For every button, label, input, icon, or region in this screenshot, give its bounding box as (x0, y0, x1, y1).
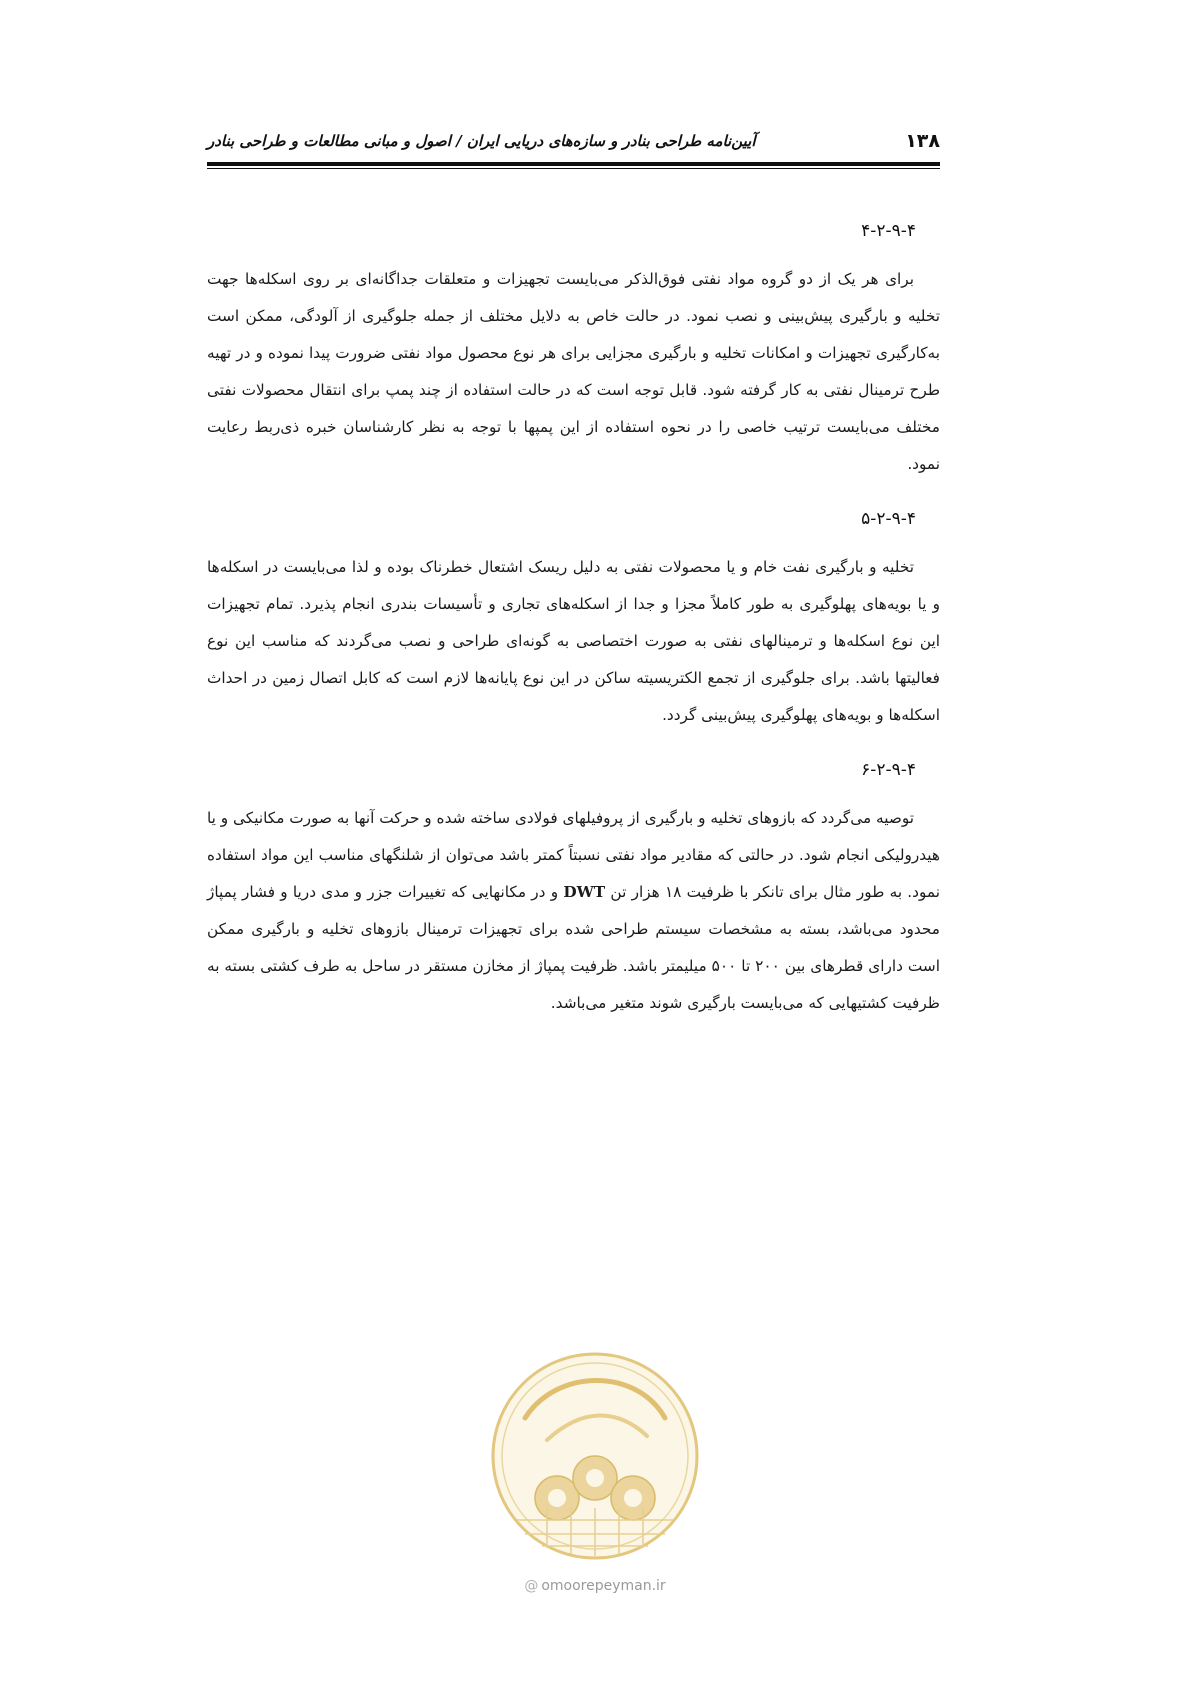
paragraph-text: توصیه می‌گردد که بازوهای تخلیه و بارگیری از پروفیلهای فولادی ساخته شده و حرکت آنها به صورت مکانیکی و یا هیدرولیکی انجام شود. در حالتی که مقادیر مواد نفتی نسبتاً کمتر باشد می‌توان از شلنگهای مناسب این مواد استفاده نمود. به طور مثال برای تانکر با ظرفیت ۱۸ هزار تن (207, 809, 940, 901)
page-header (207, 128, 940, 162)
paragraph: برای هر یک از دو گروه مواد نفتی فوق‌الذکر می‌بایست تجهیزات و متعلقات جداگانه‌ای بر روی اسکله‌ها جهت تخلیه و بارگیری پیش‌بینی و نصب نمود. در حالت خاص به دلایل مختلف از جمله جلوگیری از آلودگی، ممکن است به‌کارگیری تجهیزات و امکانات تخلیه و بارگیری مجزایی برای هر نوع محصول مواد نفتی ضرورت پیدا نموده و در تهیه طرح ترمینال نفتی به کار گرفته شود. قابل توجه است که در حالت استفاده از چند پمپ برای انتقال محصولات نفتی مختلف می‌بایست ترتیب خاصی را در نحوه استفاده از این پمپها با توجه به نظر کارشناسان خبره ذی‌ربط رعایت نمود. (207, 270, 940, 473)
page-number: ۱۳۸ (905, 130, 940, 152)
website-text: omoorepeyman.ir (541, 1578, 666, 1594)
watermark-website (0, 1578, 1190, 1594)
dwt-unit: DWT (563, 883, 606, 901)
watermark-logo (487, 1348, 703, 1564)
body-content (207, 215, 940, 1022)
running-title: آیین‌نامه طراحی بنادر و سازه‌های دریایی ایران / اصول و مبانی مطالعات و طراحی بنادر (207, 132, 756, 150)
paragraph (207, 800, 940, 1022)
paragraph: تخلیه و بارگیری نفت خام و یا محصولات نفتی به دلیل ریسک اشتعال خطرناک بوده و لذا می‌بایست در اسکله‌ها و یا بویه‌های پهلوگیری به طور کاملاً مجزا و جدا از اسکله‌های تجاری و تأسیسات بندری انجام پذیرد. تمام تجهیزات این نوع اسکله‌ها و ترمینالهای نفتی به صورت اختصاصی به گونه‌ای طراحی و نصب می‌گردند که مناسب این نوع فعالیتها باشد. برای جلوگیری از تجمع الکتریسیته ساکن در این نوع پایانه‌ها لازم است که کابل اتصال زمین در احداث اسکله‌ها و بویه‌های پهلوگیری پیش‌بینی گردد. (207, 558, 940, 724)
header-rule-thin (207, 168, 940, 169)
section-number: ۴-۲-۹-۴ (861, 221, 916, 241)
paragraph-text: و در مکانهایی که تغییرات جزر و مدی دریا و فشار پمپاژ محدود می‌باشد، بسته به مشخصات سیستم طراحی شده برای تجهیزات ترمینال بازوهای تخلیه و بارگیری ممکن است دارای قطرهای بین ۲۰۰ تا ۵۰۰ میلیمتر باشد. ظرفیت پمپاژ از مخازن مستقر در ساحل به طرف کشتی بسته به ظرفیت کشتیهایی که می‌بایست بارگیری شوند متغیر می‌باشد. (207, 883, 940, 1012)
header-rule (207, 162, 940, 166)
section-number: ۵-۲-۹-۴ (861, 509, 916, 529)
at-icon: @ (524, 1578, 539, 1594)
section-number: ۶-۲-۹-۴ (861, 760, 916, 780)
